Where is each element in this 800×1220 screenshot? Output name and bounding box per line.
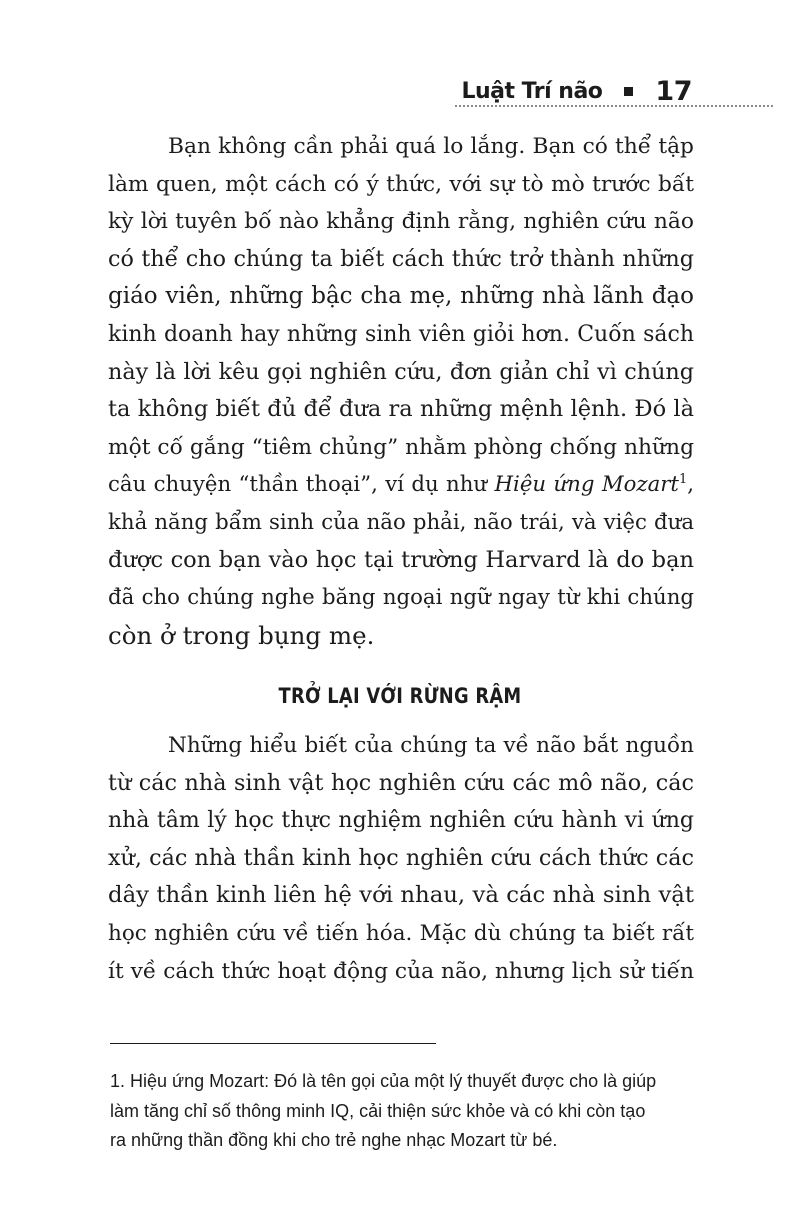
- text-line: được con bạn vào học tại trường Harvard là do bạn: [108, 546, 694, 573]
- header-dotted-rule: [455, 105, 773, 107]
- italic-term: Hiệu ứng Mozart: [494, 472, 679, 498]
- text-line: ta không biết đủ để đưa ra những mệnh lệnh. Đó là: [108, 396, 694, 423]
- text-line: kỳ lời tuyên bố nào khẳng định rằng, nghiên cứu não: [108, 209, 694, 235]
- text-line: từ các nhà sinh vật học nghiên cứu các mô não, các: [108, 769, 694, 796]
- footnote-rule: [110, 1043, 436, 1044]
- footnote: [110, 1067, 700, 1156]
- paragraph-1: [108, 128, 694, 654]
- footnote-line: ra những thần đồng khi cho trẻ nghe nhạc Mozart từ bé.: [110, 1130, 558, 1150]
- text-run: câu chuyện “thần thoại”, ví dụ như: [108, 472, 495, 498]
- text-line: khả năng bẩm sinh của não phải, não trái, và việc đưa: [108, 509, 694, 535]
- text-line: Những hiểu biết của chúng ta về não bắt nguồn: [168, 733, 694, 758]
- header-separator-square: [624, 87, 633, 96]
- running-header: [461, 76, 692, 107]
- text-line: Bạn không cần phải quá lo lắng. Bạn có thể tập: [168, 134, 694, 159]
- text-line: xử, các nhà thần kinh học nghiên cứu cách thức các: [108, 844, 694, 871]
- text-line: kinh doanh hay những sinh viên giỏi hơn. Cuốn sách: [108, 321, 694, 347]
- footnote-ref[interactable]: 1: [678, 472, 688, 488]
- footnote-line: làm tăng chỉ số thông minh IQ, cải thiện sức khỏe và có khi còn tạo: [110, 1100, 646, 1121]
- text-run: ,: [687, 472, 694, 498]
- text-line: làm quen, một cách có ý thức, với sự tò mò trước bất: [108, 171, 694, 197]
- text-line: còn ở trong bụng mẹ.: [108, 620, 375, 650]
- text-line: có thể cho chúng ta biết cách thức trở thành những: [108, 245, 694, 272]
- text-line-with-footnote-ref: [108, 466, 694, 504]
- page-number: 17: [655, 76, 692, 107]
- text-line: giáo viên, những bậc cha mẹ, những nhà lãnh đạo: [108, 283, 694, 310]
- text-line: dây thần kinh liên hệ với nhau, và các nhà sinh vật: [108, 882, 694, 909]
- text-line: nhà tâm lý học thực nghiệm nghiên cứu hành vi ứng: [108, 808, 694, 834]
- section-heading: TRỞ LẠI VỚI RỪNG RẬM: [278, 684, 522, 708]
- text-line: học nghiên cứu về tiến hóa. Mặc dù chúng ta biết rất: [108, 920, 694, 946]
- running-title: Luật Trí não: [461, 79, 603, 104]
- footnote-line: 1. Hiệu ứng Mozart: Đó là tên gọi của một lý thuyết được cho là giúp: [110, 1071, 657, 1091]
- paragraph-2: [108, 727, 694, 990]
- text-line: một cố gắng “tiêm chủng” nhằm phòng chống những: [108, 434, 694, 460]
- text-line: này là lời kêu gọi nghiên cứu, đơn giản chỉ vì chúng: [108, 358, 694, 385]
- text-line: đã cho chúng nghe băng ngoại ngữ ngay từ khi chúng: [108, 585, 694, 611]
- text-line: ít về cách thức hoạt động của não, nhưng lịch sử tiến: [108, 958, 694, 984]
